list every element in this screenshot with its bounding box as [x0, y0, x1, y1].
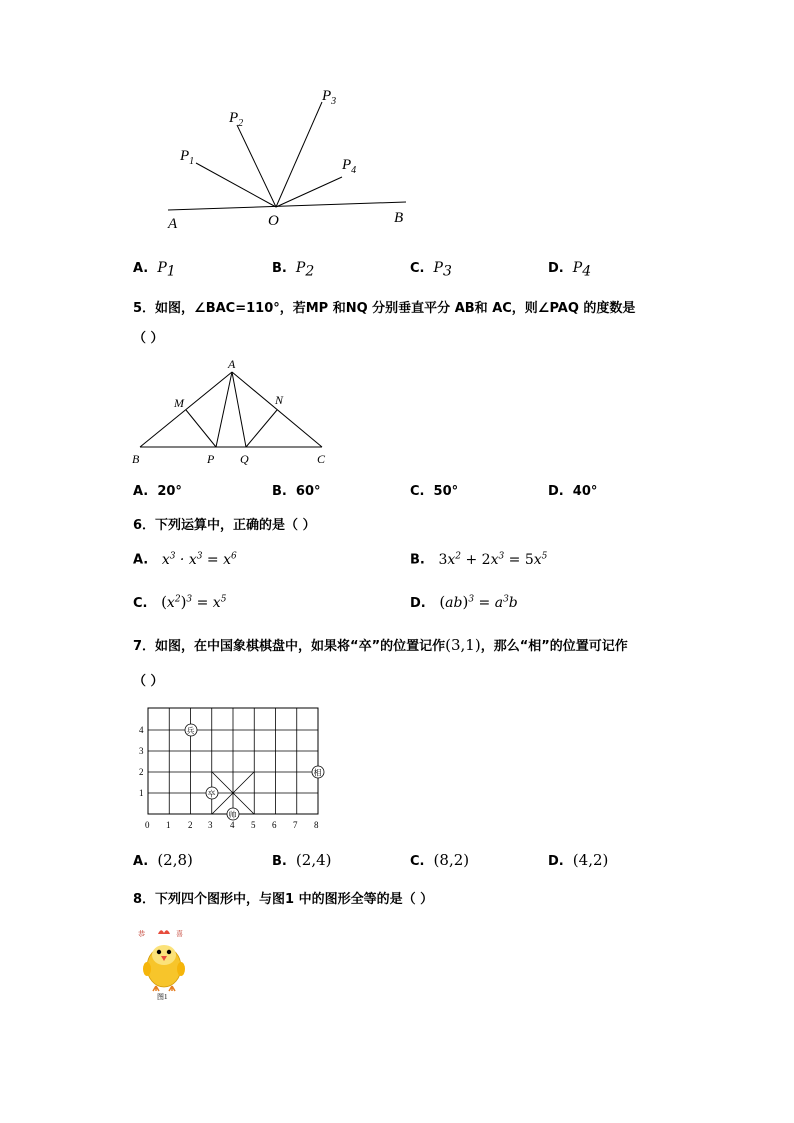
side-ac — [232, 372, 322, 447]
y-tick-2: 2 — [139, 767, 144, 777]
option-formula: $x^3 \cdot x^3 = x^6$ — [161, 551, 237, 568]
svg-text:卒: 卒 — [207, 789, 216, 799]
ray-op2 — [237, 125, 276, 207]
chick-eye-right — [167, 950, 171, 954]
option-letter: C. — [133, 596, 148, 611]
ray-op3 — [276, 102, 322, 207]
option-letter: B. — [272, 854, 287, 869]
piece-bing — [185, 724, 197, 736]
q7-stem-part2: ，那么“相”的位置可记作 — [480, 639, 628, 654]
option-value: (2,4) — [295, 851, 332, 869]
option-letter: A. — [133, 261, 149, 276]
label-a: A — [228, 357, 236, 371]
option-sub: 2 — [305, 263, 315, 280]
ray-op4 — [276, 177, 342, 207]
option-formula: $(x^2)^3 = x^5$ — [161, 593, 227, 611]
option-sub: 1 — [166, 263, 176, 280]
option-value: (2,8) — [157, 851, 193, 869]
q5-option-d[interactable] — [548, 484, 597, 499]
triangle-figure — [128, 355, 338, 470]
chick-eye-left — [157, 950, 161, 954]
q7-option-c[interactable] — [410, 851, 469, 869]
option-formula: $3x^2 + 2x^3 = 5x^5$ — [438, 551, 548, 568]
option-letter: B. — [272, 484, 287, 499]
piece-xiang — [312, 766, 324, 778]
option-var: P — [295, 260, 306, 276]
chess-board — [138, 704, 330, 834]
option-letter: A. — [133, 484, 149, 499]
q7-option-d[interactable] — [548, 851, 608, 869]
option-letter: A. — [133, 552, 149, 568]
option-value: 60° — [295, 484, 321, 499]
q5-option-a[interactable] — [133, 484, 182, 499]
q7-option-a[interactable] — [133, 851, 193, 869]
label-a: A — [168, 216, 178, 232]
label-p: P — [207, 452, 215, 466]
label-p2: $P_2$ — [229, 110, 244, 129]
x-tick-2: 2 — [188, 820, 193, 830]
option-letter: B. — [410, 552, 425, 568]
q7-stem-part1: 7．如图，在中国象棋棋盘中，如果将“卒”的位置记作 — [133, 639, 446, 654]
option-letter: D. — [548, 484, 564, 499]
chick-foot-left — [153, 986, 159, 991]
option-value: 50° — [433, 484, 459, 499]
q4-option-a[interactable] — [133, 260, 176, 280]
greeting-left: 恭 — [138, 930, 145, 938]
option-formula: $(ab)^3 = a^3b$ — [439, 593, 518, 611]
option-letter: C. — [410, 484, 425, 499]
x-tick-8: 8 — [314, 820, 319, 830]
line-ab — [168, 202, 406, 210]
q4-option-d[interactable] — [548, 260, 591, 280]
label-m: M — [174, 396, 184, 410]
q7-option-b[interactable] — [272, 851, 331, 869]
rays-figure — [150, 80, 430, 240]
chick-face — [152, 945, 176, 965]
q6-option-d[interactable] — [410, 593, 518, 611]
q6-stem: 6．下列运算中，正确的是（ ） — [133, 518, 316, 533]
q5-option-b[interactable] — [272, 484, 321, 499]
q4-option-b[interactable] — [272, 260, 314, 280]
x-tick-6: 6 — [272, 820, 277, 830]
label-b: B — [132, 452, 140, 466]
x-tick-4: 4 — [230, 820, 235, 830]
q7-stem — [133, 635, 628, 654]
option-letter: C. — [410, 854, 425, 869]
ray-op1 — [196, 163, 276, 207]
y-tick-3: 3 — [139, 746, 144, 756]
x-tick-1: 1 — [166, 820, 171, 830]
q6-option-c[interactable] — [133, 593, 226, 611]
q5-stem: 5．如图，∠BAC=110°，若MP 和NQ 分别垂直平分 AB和 AC，则∠PAQ 的度数是 — [133, 301, 636, 316]
option-value: 40° — [572, 484, 598, 499]
greeting-right: 喜 — [176, 930, 183, 938]
option-letter: D. — [548, 261, 564, 276]
label-q: Q — [240, 452, 249, 466]
option-letter: A. — [133, 854, 149, 869]
svg-text:相: 相 — [313, 768, 322, 778]
y-tick-1: 1 — [139, 788, 144, 798]
q7-answer-paren: （ ） — [133, 674, 164, 689]
svg-text:帅: 帅 — [228, 810, 237, 820]
x-tick-0: 0 — [145, 820, 150, 830]
option-letter: B. — [272, 261, 287, 276]
piece-zu — [206, 787, 218, 799]
option-sub: 3 — [442, 263, 452, 280]
q7-stem-coord: (3,1) — [445, 636, 481, 654]
q5-answer-paren: （ ） — [133, 331, 164, 346]
figure-caption: 图1 — [157, 993, 168, 1000]
option-var: P — [433, 260, 443, 276]
board-grid — [148, 708, 318, 814]
chick-wing-left — [143, 962, 151, 976]
y-tick-4: 4 — [139, 725, 144, 735]
segment-mp — [186, 410, 216, 447]
label-n: N — [275, 393, 284, 407]
piece-shuai — [227, 808, 239, 820]
option-var: P — [157, 260, 167, 276]
x-tick-3: 3 — [208, 820, 213, 830]
svg-text:兵: 兵 — [186, 726, 195, 736]
chick-wing-right — [177, 962, 185, 976]
option-value: (8,2) — [433, 851, 470, 869]
chick-figure — [134, 925, 194, 1000]
chick-foot-right — [169, 986, 175, 991]
label-c: C — [317, 452, 326, 466]
q5-option-c[interactable] — [410, 484, 458, 499]
q6-option-b[interactable] — [410, 551, 547, 568]
label-b: B — [394, 210, 404, 226]
label-p4: $P_4$ — [342, 157, 357, 176]
option-sub: 4 — [582, 263, 592, 280]
option-letter: D. — [548, 854, 564, 869]
option-value: (4,2) — [572, 851, 609, 869]
option-value: 20° — [157, 484, 182, 499]
segment-aq — [232, 372, 246, 447]
x-tick-5: 5 — [251, 820, 256, 830]
q6-option-a[interactable] — [133, 551, 237, 568]
label-o: O — [268, 213, 279, 229]
q4-option-c[interactable] — [410, 260, 452, 280]
label-p3: $P_3$ — [322, 88, 337, 107]
option-letter: D. — [410, 596, 426, 611]
comb-icon — [158, 930, 170, 934]
option-var: P — [572, 260, 583, 276]
x-tick-7: 7 — [293, 820, 298, 830]
q8-stem: 8．下列四个图形中，与图1 中的图形全等的是（ ） — [133, 892, 434, 907]
option-letter: C. — [410, 261, 425, 276]
label-p1: $P_1$ — [180, 148, 195, 167]
segment-nq — [246, 410, 277, 447]
